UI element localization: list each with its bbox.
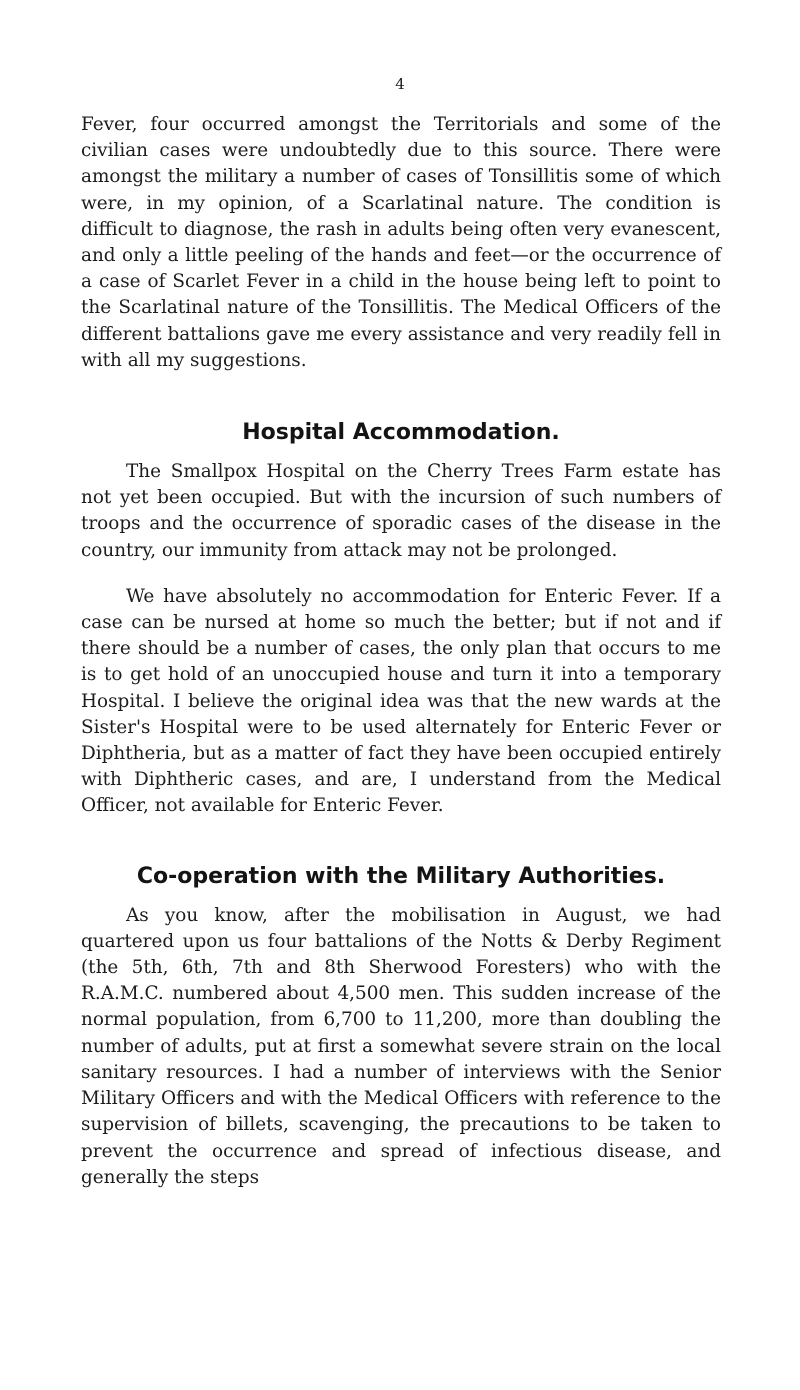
paragraph-enteric-fever: We have absolutely no accommodation for Enteric Fever. If a case can be nursed at home so much the better; but if not and if there should be a number of cases, the only plan that occurs to me is to get hold of an unoccupied house and turn it into a temporary Hospital. I believe the original idea was that the new wards at the Sister's Hospital were to be used alternately for Enteric Fever or Diphtheria, but as a matter of fact they have been occupied entirely with Diphtheric cases, and are, I understand from the Medical Officer, not available for Enteric Fever. (81, 585, 721, 817)
paragraph-mobilisation: As you know, after the mobilisation in August, we had quartered upon us four battalions of the Notts & Derby Regiment (the 5th, 6th, 7th and 8th Sherwood Foresters) who with the R.A.M.C. numbered about 4,500 men. This sudden increase of the normal population, from 6,700 to 11,200, more than doubling the number of adults, put at first a somewhat severe strain on the local sanitary resources. I had a number of interviews with the Senior Military Officers and with the Medical Officers with reference to the supervision of billets, scavenging, the precautions to be taken to prevent the occurrence and spread of infectious disease, and generally the steps (81, 904, 721, 1188)
page-number: 4 (395, 75, 405, 93)
paragraph-smallpox-hospital: The Smallpox Hospital on the Cherry Trees Farm estate has not yet been occupied. But with the incursion of such numbers of troops and the occurrence of sporadic cases of the disease in the country, our immunity from attack may not be prolonged. (81, 461, 721, 561)
paragraph-tonsillitis: Fever, four occurred amongst the Territorials and some of the civilian cases were undoubtedly due to this source. There were amongst the military a number of cases of Tonsillitis some of which were, in my opinion, of a Scarlatinal nature. The condition is difficult to diagnose, the rash in adults being often very evanescent, and only a little peeling of the hands and feet—or the occurrence of a case of Scarlet Fever in a child in the house being left to point to the Scarlatinal nature of the Tonsillitis. The Medical Officers of the different battalions gave me every assistance and very readily fell in with all my suggestions. (81, 114, 721, 371)
page-body (81, 112, 721, 1191)
heading-military-cooperation: Co-operation with the Military Authorities. (136, 863, 666, 889)
heading-hospital-accommodation: Hospital Accommodation. (242, 420, 560, 446)
